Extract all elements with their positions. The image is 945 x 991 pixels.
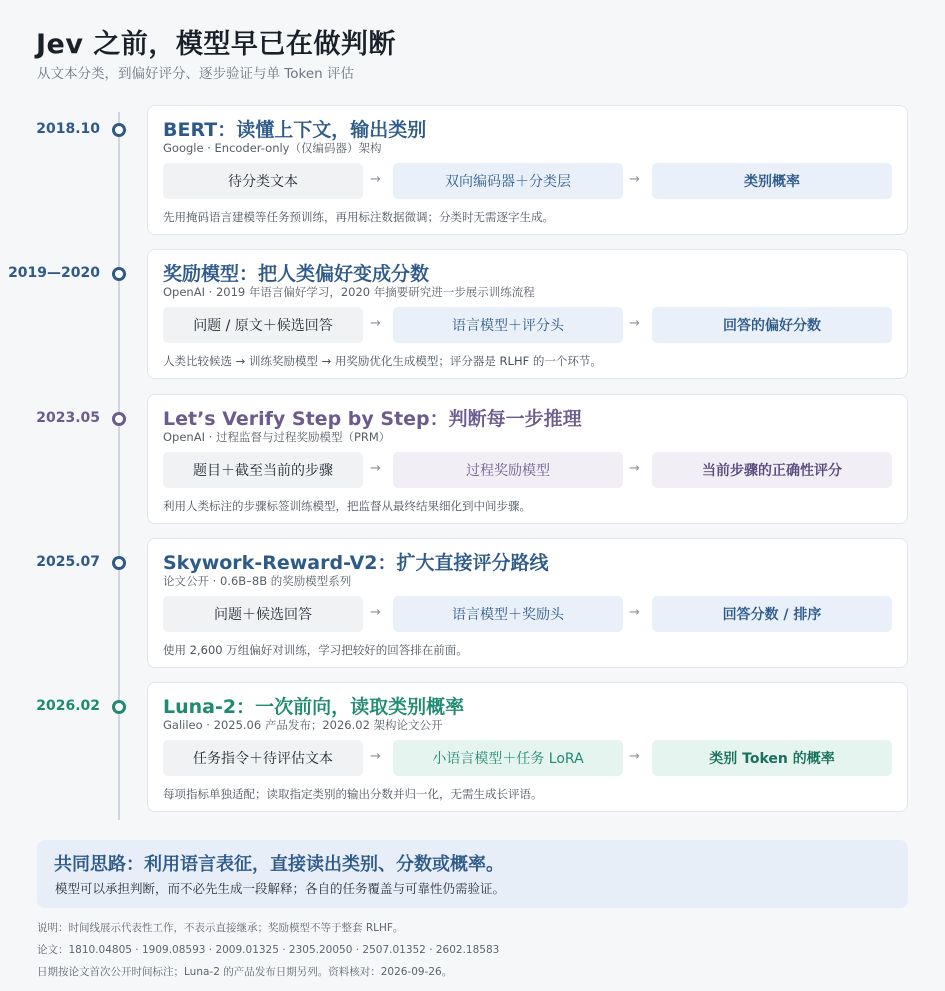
entry-title: 奖励模型：把人类偏好变成分数 bbox=[163, 263, 430, 285]
entry-flow bbox=[163, 596, 893, 632]
flow-input-box: 问题＋候选回答 bbox=[163, 596, 363, 632]
entry-date: 2025.07 bbox=[36, 554, 100, 570]
entry-title: Let’s Verify Step by Step：判断每一步推理 bbox=[163, 408, 582, 430]
flow-input-box: 问题 / 原文＋候选回答 bbox=[163, 307, 363, 343]
arrow-right-icon: → bbox=[370, 461, 381, 476]
entry-date: 2018.10 bbox=[36, 121, 100, 137]
flow-input-box: 题目＋截至当前的步骤 bbox=[163, 452, 363, 488]
flow-input-box: 任务指令＋待评估文本 bbox=[163, 740, 363, 776]
timeline-dot bbox=[112, 412, 126, 426]
flow-model-box: 语言模型＋评分头 bbox=[393, 307, 623, 343]
entry-flow bbox=[163, 740, 893, 776]
timeline-dot bbox=[112, 267, 126, 281]
entry-card bbox=[147, 682, 908, 812]
entry-flow bbox=[163, 307, 893, 343]
entry-note: 人类比较候选 → 训练奖励模型 → 用奖励优化生成模型；评分器是 RLHF 的一个环节。 bbox=[163, 354, 602, 368]
entry-meta: Galileo · 2025.06 产品发布；2026.02 架构论文公开 bbox=[163, 718, 443, 732]
flow-output-box: 类别 Token 的概率 bbox=[652, 740, 892, 776]
timeline-dot bbox=[112, 700, 126, 714]
entry-date: 2023.05 bbox=[36, 410, 100, 426]
flow-output-box: 当前步骤的正确性评分 bbox=[652, 452, 892, 488]
entry-card bbox=[147, 394, 908, 524]
entry-note: 使用 2,600 万组偏好对训练，学习把较好的回答排在前面。 bbox=[163, 643, 468, 657]
footnote-note: 说明：时间线展示代表性工作，不表示直接继承；奖励模型不等于整套 RLHF。 bbox=[37, 922, 404, 934]
entry-date: 2019—2020 bbox=[8, 265, 100, 281]
arrow-right-icon: → bbox=[370, 172, 381, 187]
summary-title: 共同思路：利用语言表征，直接读出类别、分数或概率。 bbox=[54, 854, 504, 875]
entry-title: Luna-2：一次前向，读取类别概率 bbox=[163, 696, 465, 718]
timeline-entry-luna2 bbox=[0, 682, 945, 812]
arrow-right-icon: → bbox=[629, 172, 640, 187]
entry-card bbox=[147, 538, 908, 668]
flow-input-box: 待分类文本 bbox=[163, 163, 363, 199]
footnote-papers: 论文：1810.04805 · 1909.08593 · 2009.01325 · 2305.20050 · 2507.01352 · 2602.18583 bbox=[37, 944, 500, 956]
timeline-entry-bert bbox=[0, 105, 945, 235]
arrow-right-icon: → bbox=[629, 461, 640, 476]
arrow-right-icon: → bbox=[629, 316, 640, 331]
timeline-entry-skywork bbox=[0, 538, 945, 668]
entry-note: 每项指标单独适配；读取指定类别的输出分数并归一化，无需生成长评语。 bbox=[163, 787, 543, 801]
entry-note: 利用人类标注的步骤标签训练模型，把监督从最终结果细化到中间步骤。 bbox=[163, 499, 531, 513]
footnote-dates: 日期按论文首次公开时间标注；Luna-2 的产品发布日期另列。资料核对：2026-09-26。 bbox=[37, 966, 453, 978]
entry-title: Skywork-Reward-V2：扩大直接评分路线 bbox=[163, 552, 549, 574]
summary-text: 模型可以承担判断，而不必先生成一段解释；各自的任务覆盖与可靠性仍需验证。 bbox=[55, 881, 506, 896]
flow-model-box: 双向编码器＋分类层 bbox=[393, 163, 623, 199]
flow-model-box: 语言模型＋奖励头 bbox=[393, 596, 623, 632]
flow-model-box: 过程奖励模型 bbox=[393, 452, 623, 488]
flow-output-box: 回答的偏好分数 bbox=[652, 307, 892, 343]
entry-card bbox=[147, 105, 908, 235]
page-title: Jev 之前，模型早已在做判断 bbox=[36, 29, 396, 60]
entry-flow bbox=[163, 163, 893, 199]
timeline-dot bbox=[112, 123, 126, 137]
flow-model-box: 小语言模型＋任务 LoRA bbox=[393, 740, 623, 776]
entry-meta: 论文公开 · 0.6B–8B 的奖励模型系列 bbox=[163, 574, 352, 588]
entry-title: BERT：读懂上下文，输出类别 bbox=[163, 119, 427, 141]
arrow-right-icon: → bbox=[370, 316, 381, 331]
entry-card bbox=[147, 249, 908, 379]
entry-note: 先用掩码语言建模等任务预训练，再用标注数据微调；分类时无需逐字生成。 bbox=[163, 210, 554, 224]
flow-output-box: 类别概率 bbox=[652, 163, 892, 199]
entry-meta: OpenAI · 过程监督与过程奖励模型（PRM） bbox=[163, 430, 391, 444]
arrow-right-icon: → bbox=[629, 749, 640, 764]
summary-panel bbox=[37, 840, 908, 908]
entry-meta: OpenAI · 2019 年语言偏好学习，2020 年摘要研究进一步展示训练流程 bbox=[163, 285, 535, 299]
timeline-entry-reward-model bbox=[0, 249, 945, 379]
flow-output-box: 回答分数 / 排序 bbox=[652, 596, 892, 632]
entry-meta: Google · Encoder-only（仅编码器）架构 bbox=[163, 141, 382, 155]
timeline-dot bbox=[112, 556, 126, 570]
arrow-right-icon: → bbox=[370, 605, 381, 620]
arrow-right-icon: → bbox=[370, 749, 381, 764]
arrow-right-icon: → bbox=[629, 605, 640, 620]
timeline-entry-verify-step bbox=[0, 394, 945, 524]
page-subtitle: 从文本分类，到偏好评分、逐步验证与单 Token 评估 bbox=[37, 66, 354, 82]
entry-date: 2026.02 bbox=[36, 698, 100, 714]
entry-flow bbox=[163, 452, 893, 488]
